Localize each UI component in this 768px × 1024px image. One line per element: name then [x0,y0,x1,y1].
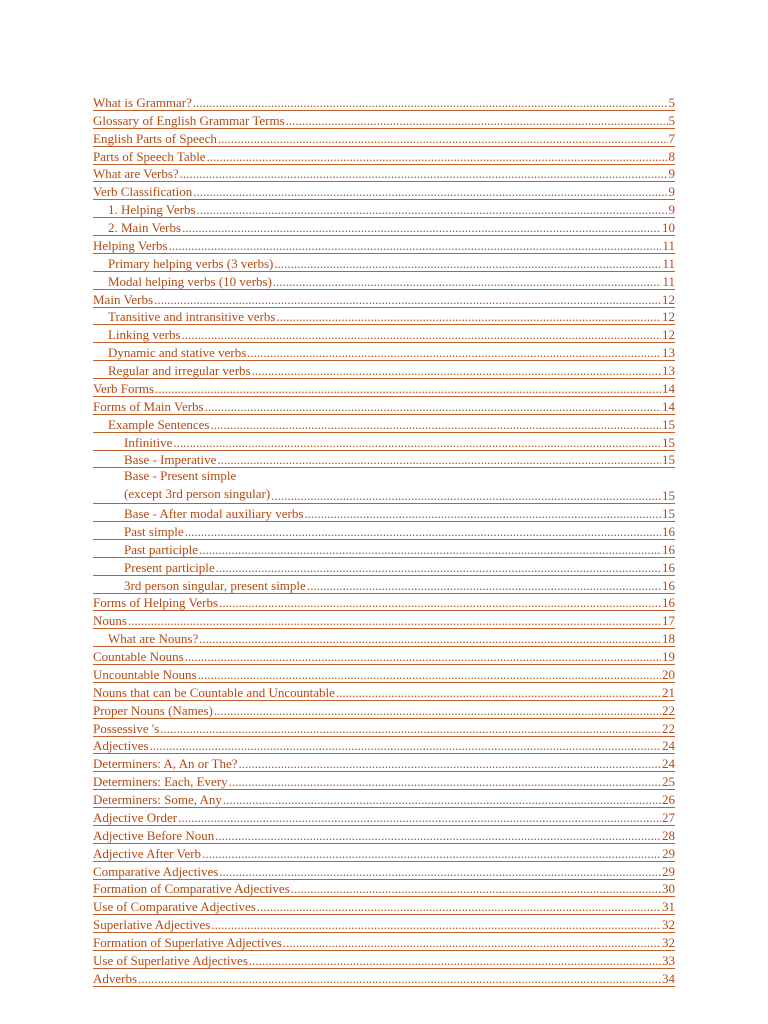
toc-entry-link[interactable] [93,218,675,236]
toc-entry-page-number: 9 [668,202,675,218]
toc-entry-title: Superlative Adjectives [93,917,211,933]
toc-entry-title: What are Verbs? [93,166,179,182]
dot-leader [271,488,661,503]
toc-entry-title: Primary helping verbs (3 verbs) [108,255,274,271]
toc-entry-link[interactable] [93,933,675,951]
toc-entry-title: What is Grammar? [93,94,192,110]
toc-entry-page-number: 25 [662,774,675,790]
toc-entry-page-number: 15 [662,434,675,450]
toc-entry-title: Helping Verbs [93,237,168,253]
toc-entry-link[interactable] [93,754,675,772]
dot-leader [185,649,661,664]
toc-entry-page-number: 32 [662,935,675,950]
toc-entry-title: Proper Nouns (Names) [93,702,213,718]
toc-entry-title: Infinitive [124,434,173,450]
dot-leader [307,578,661,593]
toc-entry-title: Nouns [93,613,127,629]
dot-leader [155,381,661,396]
toc-entry-link[interactable] [93,165,675,183]
toc-entry-title: Regular and irregular verbs [108,363,251,378]
toc-entry-title: Use of Superlative Adjectives [93,952,248,968]
toc-entry-title: Forms of Helping Verbs [93,595,219,611]
toc-entry-page-number: 11 [662,273,675,289]
toc-entry-link[interactable] [93,379,675,397]
table-of-contents [93,93,675,987]
toc-entry-title: Example Sentences [108,416,210,432]
toc-entry-page-number: 7 [668,130,675,146]
toc-entry-title: Adjectives [93,738,149,754]
toc-entry-title: Countable Nouns [93,649,184,664]
toc-entry-page-number: 5 [668,94,675,110]
dot-leader [199,631,661,646]
dot-leader [160,721,661,736]
toc-entry-link[interactable] [93,200,675,218]
toc-entry-link[interactable] [93,862,675,880]
toc-entry-title: 2. Main Verbs [108,220,182,235]
toc-entry-title: Past participle [124,541,199,557]
dot-leader [193,184,667,199]
toc-entry-link[interactable] [93,433,675,451]
dot-leader [274,256,661,271]
toc-entry-page-number: 29 [662,863,675,879]
toc-entry-link[interactable] [93,772,675,790]
toc-entry-link[interactable] [93,844,675,862]
dot-leader [223,792,661,807]
toc-entry-page-number: 29 [662,845,675,861]
toc-entry-link[interactable] [93,969,675,987]
toc-entry-page-number: 28 [662,827,675,843]
dot-leader [198,667,661,682]
toc-entry-link[interactable] [93,308,675,326]
toc-entry-page-number: 18 [662,631,675,647]
dot-leader [178,810,661,825]
toc-entry-page-number: 9 [668,184,675,200]
toc-entry-page-number: 10 [662,220,675,235]
dot-leader [273,274,662,289]
dot-leader [249,953,661,968]
toc-entry-page-number: 9 [668,166,675,182]
toc-entry-title: Forms of Main Verbs [93,398,204,414]
toc-entry-page-number: 14 [662,380,675,396]
dot-leader [257,899,661,914]
toc-entry-title: Transitive and intransitive verbs [108,309,276,325]
dot-leader [138,971,661,986]
toc-entry-page-number: 32 [662,917,675,933]
dot-leader [182,220,661,235]
dot-leader [252,363,661,378]
toc-entry-link[interactable] [93,897,675,915]
dot-leader [182,327,661,342]
toc-entry-link[interactable] [93,361,675,379]
toc-entry-title: Parts of Speech Table [93,148,206,164]
toc-entry-page-number: 24 [662,756,675,772]
toc-entry-link[interactable] [93,415,675,433]
toc-entry-link[interactable] [93,915,675,933]
toc-entry-title: 3rd person singular, present simple [124,577,306,593]
toc-entry-link[interactable] [93,719,675,737]
toc-entry-title: Adjective Before Noun [93,827,215,843]
toc-entry-link[interactable] [93,147,675,165]
toc-entry-title: Formation of Superlative Adjectives [93,935,282,950]
toc-entry-page-number: 19 [662,649,675,664]
dot-leader [197,202,668,217]
toc-entry-link[interactable] [93,701,675,719]
toc-entry-link[interactable] [93,272,675,290]
toc-entry-link[interactable] [93,129,675,147]
toc-entry-page-number: 30 [662,881,675,897]
toc-entry-page-number: 15 [662,452,675,468]
toc-entry-link[interactable] [93,594,675,612]
toc-entry-page-number: 16 [662,577,675,593]
dot-leader [169,238,662,253]
toc-entry-link[interactable] [93,290,675,308]
toc-entry-page-number: 16 [662,559,675,575]
toc-entry-page-number: 26 [662,792,675,807]
toc-entry-page-number: 11 [662,255,675,271]
toc-entry-page-number: 17 [662,613,675,629]
toc-entry-link[interactable] [93,451,675,469]
dot-leader [214,703,661,718]
toc-entry-title: Determiners: A, An or The? [93,756,238,772]
toc-entry-link[interactable] [93,504,675,522]
toc-entry-page-number: 14 [662,398,675,414]
toc-entry-title: Adverbs [93,970,138,986]
toc-entry-link[interactable] [93,540,675,558]
dot-leader [128,613,661,628]
dot-leader [215,828,661,843]
toc-entry-page-number: 11 [662,237,675,253]
toc-entry-link[interactable] [93,826,675,844]
toc-entry-title: Determiners: Some, Any [93,792,222,807]
toc-entry-title: Possessive 's [93,720,160,736]
toc-entry-title: Uncountable Nouns [93,666,197,682]
toc-entry-page-number: 13 [662,345,675,361]
toc-entry-title: Adjective After Verb [93,845,202,861]
toc-entry-link[interactable] [93,576,675,594]
toc-entry-title: Base - Imperative [124,452,217,468]
toc-entry-title: Determiners: Each, Every [93,774,228,790]
dot-leader [205,399,661,414]
toc-entry-title: Linking verbs [108,327,181,343]
toc-entry-link[interactable] [93,665,675,683]
toc-entry-page-number: 16 [662,541,675,557]
dot-leader [150,738,661,753]
toc-entry-link[interactable] [93,790,675,808]
dot-leader [216,560,661,575]
toc-entry-page-number: 31 [662,899,675,915]
dot-leader [291,881,661,896]
toc-entry-link[interactable] [93,397,675,415]
toc-entry-link[interactable] [93,808,675,826]
toc-entry-link[interactable] [93,611,675,629]
toc-entry-page-number: 22 [662,720,675,736]
toc-entry-page-number: 27 [662,809,675,825]
toc-entry-page-number: 21 [662,684,675,700]
toc-entry-link[interactable] [93,683,675,701]
dot-leader [180,166,668,181]
dot-leader [286,113,668,128]
toc-entry-link[interactable] [93,182,675,200]
toc-entry-page-number: 33 [662,952,675,968]
toc-entry-page-number: 15 [662,488,675,504]
dot-leader [185,524,661,539]
dot-leader [199,542,661,557]
toc-entry-page-number: 20 [662,666,675,682]
toc-entry-title: Main Verbs [93,291,154,307]
dot-leader [217,452,661,467]
toc-entry-link[interactable] [93,558,675,576]
toc-entry-page-number: 8 [668,148,675,164]
toc-entry-page-number: 5 [668,112,675,128]
toc-entry-title: Past simple [124,523,184,539]
toc-entry-title: Base - Present simple (except 3rd person singular) [124,468,271,502]
toc-entry-title: 1. Helping Verbs [108,202,196,218]
dot-leader [283,935,661,950]
dot-leader [219,864,661,879]
toc-entry-page-number: 12 [662,291,675,307]
toc-entry-title: English Parts of Speech [93,130,217,146]
dot-leader [276,309,661,324]
toc-entry-page-number: 22 [662,702,675,718]
toc-entry-title: Present participle [124,559,215,575]
toc-entry-link[interactable] [93,629,675,647]
toc-entry-title: Use of Comparative Adjectives [93,899,256,915]
toc-entry-link[interactable] [93,880,675,898]
dot-leader [219,595,661,610]
dot-leader [207,149,668,164]
toc-entry-title: Verb Classification [93,184,193,200]
toc-entry-link[interactable] [93,468,675,504]
toc-entry-link[interactable] [93,522,675,540]
dot-leader [202,846,661,861]
dot-leader [247,345,661,360]
dot-leader [229,774,661,789]
toc-entry-page-number: 13 [662,363,675,378]
dot-leader [336,685,661,700]
toc-entry-link[interactable] [93,254,675,272]
toc-entry-page-number: 16 [662,595,675,611]
toc-entry-title: Verb Forms [93,380,155,396]
toc-entry-title: Formation of Comparative Adjectives [93,881,290,897]
toc-entry-page-number: 12 [662,327,675,343]
toc-entry-title: Adjective Order [93,809,178,825]
toc-entry-title: Nouns that can be Countable and Uncountable [93,684,335,700]
toc-entry-link[interactable] [93,93,675,111]
toc-entry-page-number: 16 [662,523,675,539]
dot-leader [239,756,661,771]
toc-entry-link[interactable] [93,951,675,969]
toc-entry-link[interactable] [93,737,675,755]
dot-leader [211,917,661,932]
toc-entry-link[interactable] [93,325,675,343]
toc-entry-link[interactable] [93,343,675,361]
toc-entry-link[interactable] [93,111,675,129]
toc-entry-title: Glossary of English Grammar Terms [93,112,285,128]
toc-entry-page-number: 24 [662,738,675,754]
dot-leader [304,506,661,521]
toc-entry-title: Modal helping verbs (10 verbs) [108,273,272,289]
toc-entry-title: Dynamic and stative verbs [108,345,247,361]
toc-entry-page-number: 15 [662,506,675,521]
dot-leader [210,417,661,432]
toc-entry-page-number: 15 [662,416,675,432]
dot-leader [173,435,661,450]
dot-leader [154,292,661,307]
toc-entry-link[interactable] [93,647,675,665]
dot-leader [218,131,668,146]
toc-entry-page-number: 34 [662,970,675,986]
toc-entry-title: What are Nouns? [108,631,199,647]
toc-entry-page-number: 12 [662,309,675,325]
toc-entry-link[interactable] [93,236,675,254]
dot-leader [193,95,668,110]
toc-entry-title: Base - After modal auxiliary verbs [124,506,304,521]
toc-entry-title: Comparative Adjectives [93,863,219,879]
